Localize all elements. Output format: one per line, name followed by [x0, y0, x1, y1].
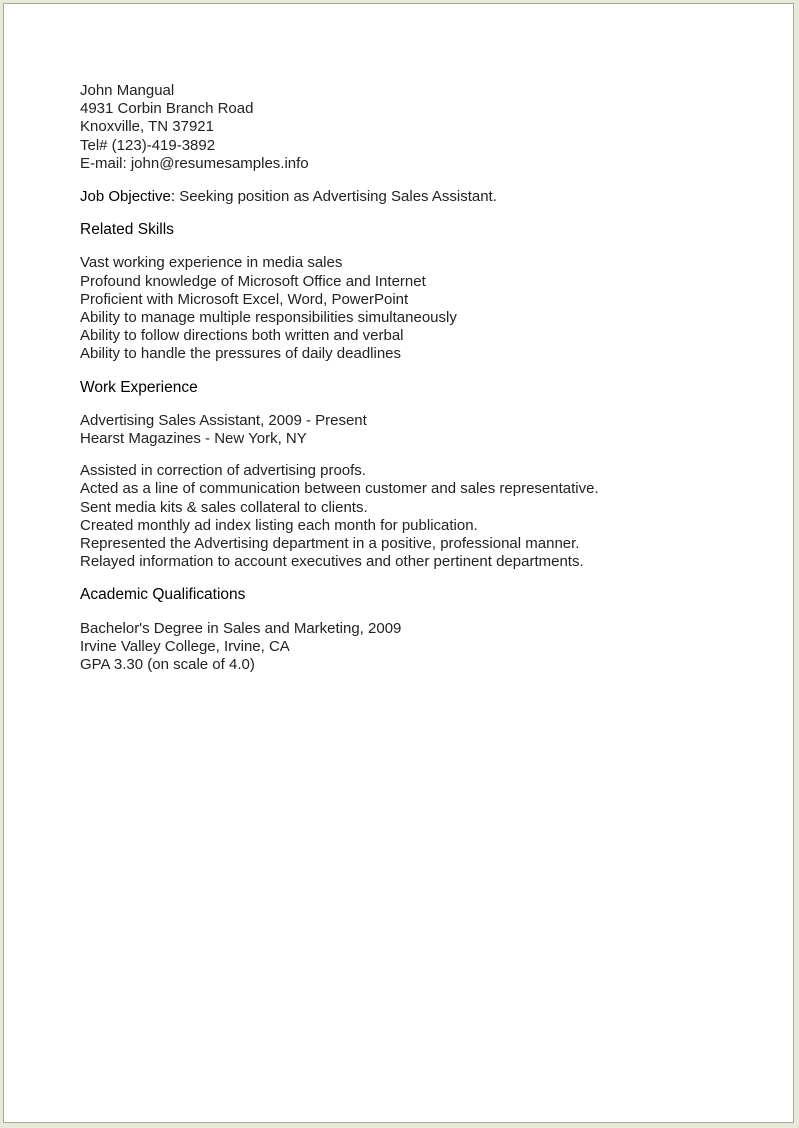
objective-label: Job Objective: [80, 188, 176, 206]
skill-item: Proficient with Microsoft Excel, Word, PowerPoint [80, 290, 409, 308]
skill-item: Vast working experience in media sales [80, 254, 343, 272]
objective-text: Seeking position as Advertising Sales Assistant. [175, 188, 497, 206]
skill-item: Profound knowledge of Microsoft Office and Internet [80, 272, 426, 290]
duty-item: Assisted in correction of advertising proofs. [80, 462, 366, 480]
duty-item: Created monthly ad index listing each month for publication. [80, 516, 478, 534]
academic-heading: Academic Qualifications [80, 586, 246, 604]
resume-page [3, 3, 794, 1123]
skills-list [80, 254, 760, 363]
duty-item: Sent media kits & sales collateral to clients. [80, 498, 368, 516]
objective-line [80, 188, 760, 206]
academic-degree: Bachelor's Degree in Sales and Marketing, 2009 [80, 619, 402, 637]
work-role: Advertising Sales Assistant, 2009 - Present [80, 411, 367, 429]
objective-block [80, 188, 760, 206]
skill-item: Ability to manage multiple responsibilities simultaneously [80, 309, 457, 327]
contact-block [80, 82, 760, 173]
contact-name: John Mangual [80, 82, 175, 99]
contact-email: E-mail: john@resumesamples.info [80, 154, 309, 172]
work-duties-list [80, 462, 760, 571]
skill-item: Ability to follow directions both written and verbal [80, 327, 404, 345]
duty-item: Relayed information to account executives and other pertinent departments. [80, 553, 584, 571]
resume-content [80, 82, 760, 674]
work-role-block [80, 412, 760, 448]
contact-address: 4931 Corbin Branch Road [80, 100, 254, 118]
academic-block [80, 620, 760, 675]
contact-city: Knoxville, TN 37921 [80, 118, 214, 136]
academic-school: Irvine Valley College, Irvine, CA [80, 637, 290, 655]
academic-gpa: GPA 3.30 (on scale of 4.0) [80, 656, 255, 674]
skills-heading: Related Skills [80, 221, 174, 239]
work-employer: Hearst Magazines - New York, NY [80, 430, 307, 448]
skill-item: Ability to handle the pressures of daily deadlines [80, 345, 402, 363]
duty-item: Acted as a line of communication between customer and sales representative. [80, 480, 599, 498]
contact-phone: Tel# (123)-419-3892 [80, 136, 216, 154]
duty-item: Represented the Advertising department in a positive, professional manner. [80, 535, 580, 553]
work-heading: Work Experience [80, 378, 198, 396]
